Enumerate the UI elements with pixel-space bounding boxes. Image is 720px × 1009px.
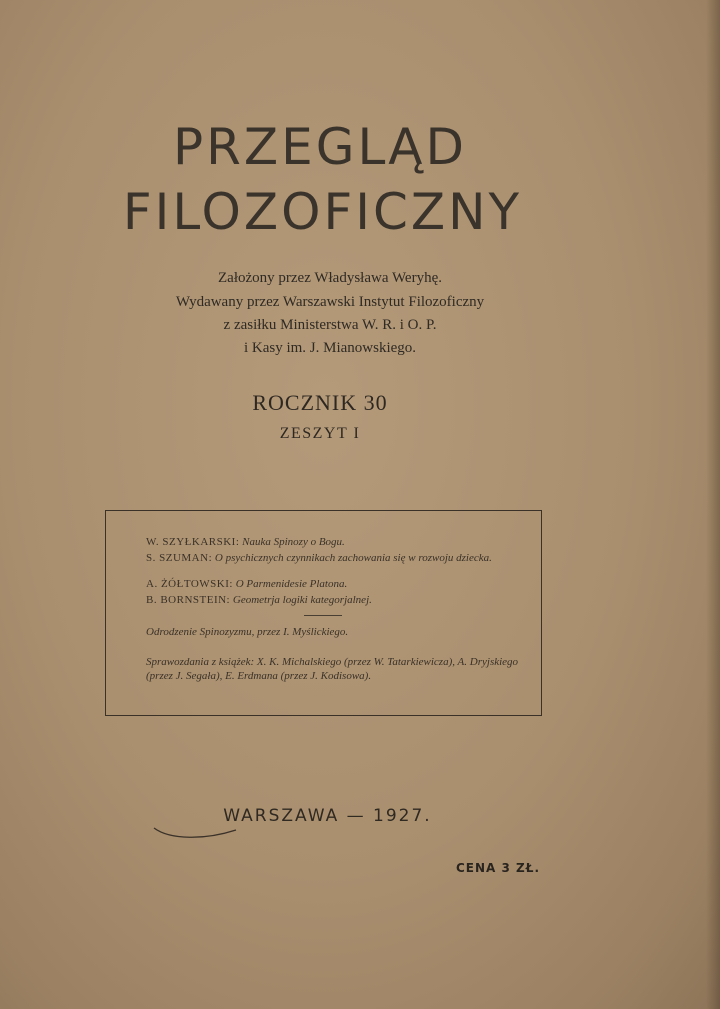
contents-author: W. SZYŁKARSKI: xyxy=(146,536,240,548)
price: CENA 3 ZŁ. xyxy=(456,861,541,875)
subtitle-line-4: i Kasy im. J. Mianowskiego. xyxy=(243,340,417,356)
imprint: WARSZAWA — 1927. xyxy=(223,806,432,826)
contents-title: Nauka Spinozy o Bogu. xyxy=(242,536,345,548)
contents-author: B. BORNSTEIN: xyxy=(146,594,231,606)
contents-item xyxy=(146,593,538,607)
journal-title-line-1: PRZEGLĄD xyxy=(172,118,468,176)
contents-author: A. ŻÓŁTOWSKI: xyxy=(146,578,233,590)
contents-title: O Parmenidesie Platona. xyxy=(235,578,348,590)
journal-title-line-2: FILOZOFICZNY xyxy=(122,183,523,241)
subtitle-line-3: z zasiłku Ministerstwa W. R. i O. P. xyxy=(223,317,437,333)
contents-title: Geometrja logiki kategorjalnej. xyxy=(232,594,372,606)
issue-number: ZESZYT I xyxy=(279,425,361,442)
contents-item xyxy=(146,577,538,591)
contents-item xyxy=(146,535,538,549)
contents-item xyxy=(146,551,538,565)
contents-reviews: Sprawozdania z książek: X. K. Michalskiego (przez W. Tatarkiewicza), A. Dryjskiego (przez J. Segała), E. Erdmana (przez J. Kodisowa). xyxy=(146,656,519,682)
ink-swash xyxy=(150,822,240,842)
volume-number: ROCZNIK 30 xyxy=(252,390,388,415)
contents-title: O psychicznych czynnikach zachowania się w rozwoju dziecka. xyxy=(214,552,492,564)
page-edge-shadow xyxy=(706,0,720,1009)
contents-divider xyxy=(304,615,342,616)
subtitle-line-2: Wydawany przez Warszawski Instytut Filozoficzny xyxy=(175,294,485,310)
contents-author: S. SZUMAN: xyxy=(146,552,213,564)
contents-essay: Odrodzenie Spinozyzmu, przez I. Myślickiego. xyxy=(146,626,349,638)
contents-box xyxy=(105,510,542,716)
subtitle-line-1: Założony przez Władysława Weryhę. xyxy=(218,270,442,286)
